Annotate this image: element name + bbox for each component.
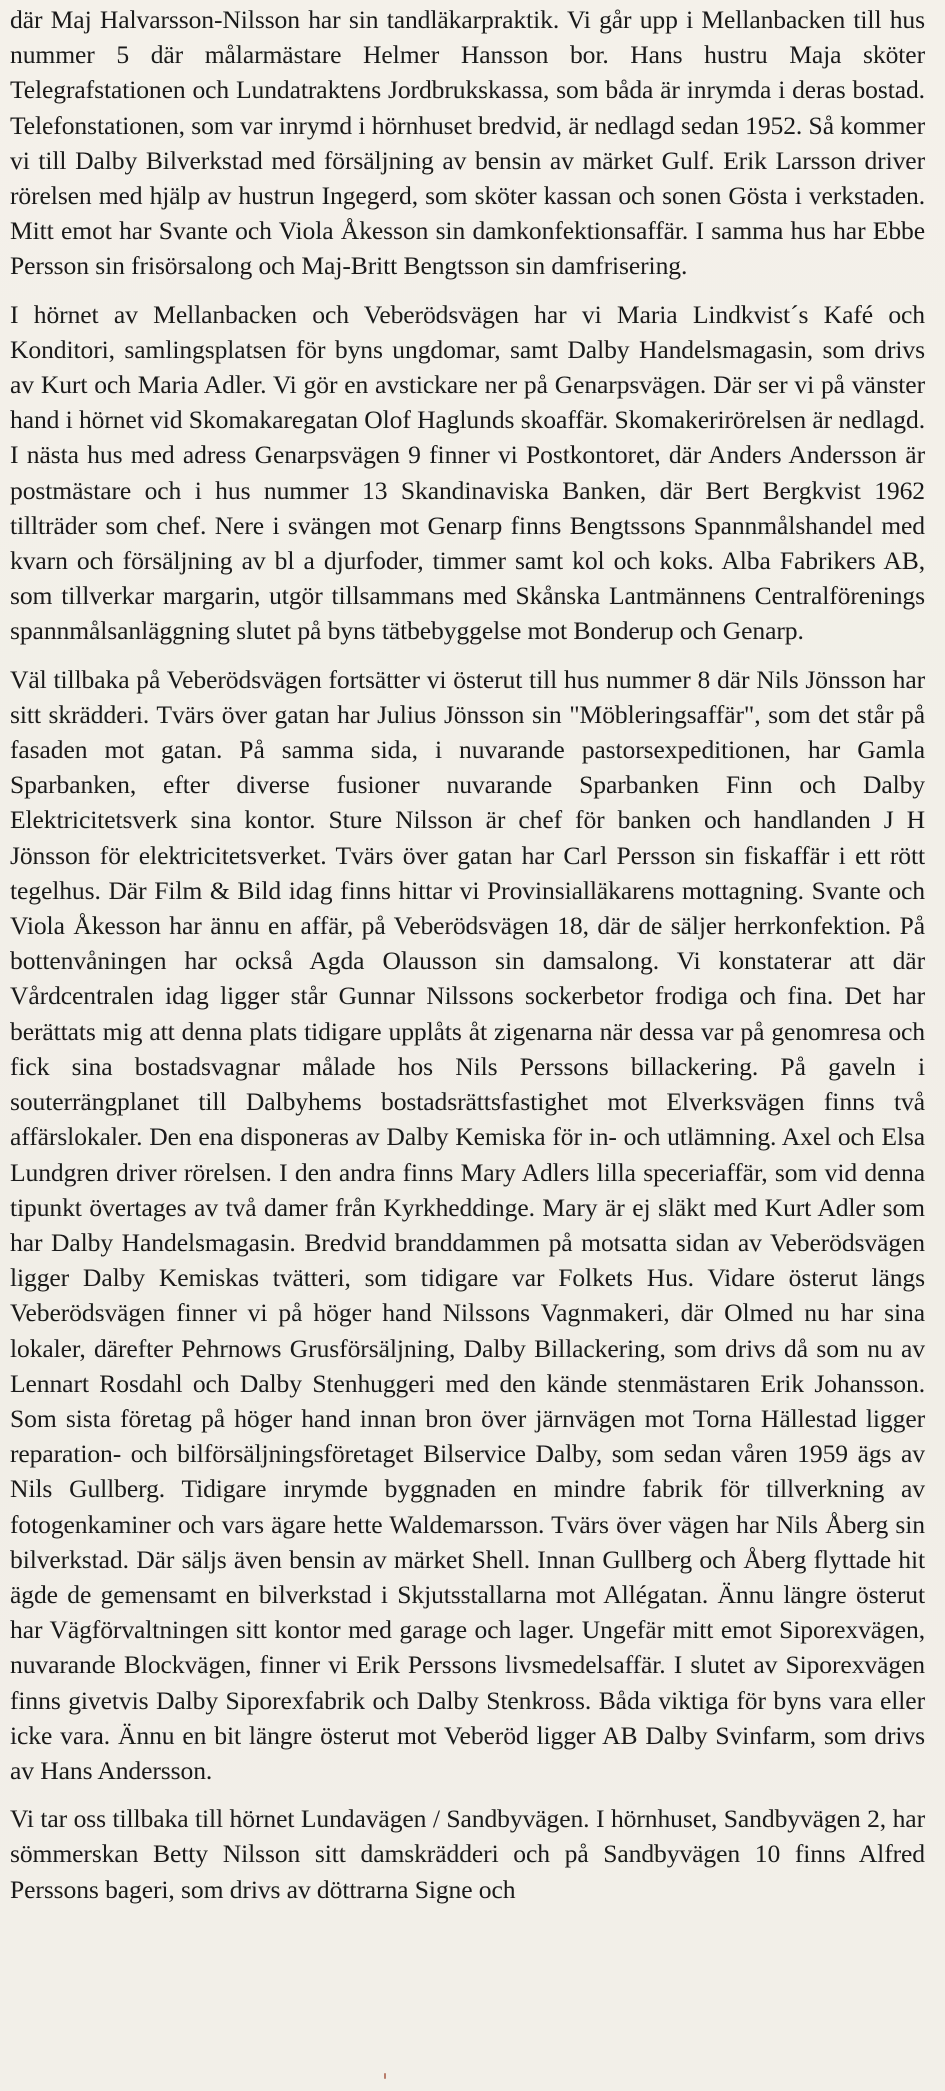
paragraph-1: där Maj Halvarsson-Nilsson har sin tandläkarpraktik. Vi går upp i Mellanbacken till hus nummer 5 där målarmästare Helmer Hansson bor. Hans hustru Maja sköter Telegrafstationen och Lundatraktens Jordbrukskassa, som båda är inrymda i deras bostad. Telefonstationen, som var inrymd i hörnhuset bredvid, är nedlagd sedan 1952. Så kommer vi till Dalby Bilverkstad med försäljning av bensin av märket Gulf. Erik Larsson driver rörelsen med hjälp av hustrun Ingegerd, som sköter kassan och sonen Gösta i verkstaden. Mitt emot har Svante och Viola Åkesson sin damkonfektionsaffär. I samma hus har Ebbe Persson sin frisörsalong och Maj-Britt Bengtsson sin damfrisering. — [10, 5, 925, 281]
print-speck — [384, 2073, 386, 2079]
paragraph-4: Vi tar oss tillbaka till hörnet Lundavägen / Sandbyvägen. I hörnhuset, Sandbyvägen 2, har sömmerskan Betty Nilsson sitt damskrädderi och på Sandbyvägen 10 finns Alfred Perssons bageri, som drivs av döttrarna Signe och — [10, 1804, 925, 1904]
paragraph-2: I hörnet av Mellanbacken och Veberödsvägen har vi Maria Lindkvist´s Kafé och Konditori, samlingsplatsen för byns ungdomar, samt Dalby Handelsmagasin, som drivs av Kurt och Maria Adler. Vi gör en avstickare ner på Genarpsvägen. Där ser vi på vänster hand i hörnet vid Skomakaregatan Olof Haglunds skoaffär. Skomakerirörelsen är nedlagd. I nästa hus med adress Genarpsvägen 9 finner vi Postkontoret, där Anders Andersson är postmästare och i hus nummer 13 Skandinaviska Banken, där Bert Bergkvist 1962 tillträder som chef. Nere i svängen mot Genarp finns Bengtssons Spannmålshandel med kvarn och försäljning av bl a djurfoder, timmer samt kol och koks. Alba Fabrikers AB, som tillverkar margarin, utgör tillsammans med Skånska Lantmännens Centralförenings spannmålsanläggning slutet på byns tätbebyggelse mot Bonderup och Genarp. — [10, 299, 925, 646]
text-column — [10, 2, 925, 1907]
paragraph-3: Väl tillbaka på Veberödsvägen fortsätter vi österut till hus nummer 8 där Nils Jönsson har sitt skrädderi. Tvärs över gatan har Julius Jönsson sin "Möbleringsaffär", som det står på fasaden mot gatan. På samma sida, i nuvarande pastorsexpeditionen, har Gamla Sparbanken, efter diverse fusioner nuvarande Sparbanken Finn och Dalby Elektricitetsverk sina kontor. Sture Nilsson är chef för banken och handlanden J H Jönsson för elektricitetsverket. Tvärs över gatan har Carl Persson sin fiskaffär i ett rött tegelhus. Där Film & Bild idag finns hittar vi Provinsialläkarens mottagning. Svante och Viola Åkesson har ännu en affär, på Veberödsvägen 18, där de säljer herrkonfektion. På bottenvåningen har också Agda Olausson sin damsalong. Vi konstaterar att där Vårdcentralen idag ligger står Gunnar Nilssons sockerbetor frodiga och fina. Det har berättats mig att denna plats tidigare upplåts åt zigenarna när dessa var på genomresa och fick sina bostadsvagnar målade hos Nils Perssons billackering. På gaveln i souterrängplanet till Dalbyhems bostadsrättsfastighet mot Elverksvägen finns två affärslokaler. Den ena disponeras av Dalby Kemiska för in- och utlämning. Axel och Elsa Lundgren driver rörelsen. I den andra finns Mary Adlers lilla speceriaffär, som vid denna tipunkt övertages av två damer från Kyrkheddinge. Mary är ej släkt med Kurt Adler som har Dalby Handelsmagasin. Bredvid branddammen på motsatta sidan av Veberödsvägen ligger Dalby Kemiskas tvätteri, som tidigare var Folkets Hus. Vidare österut längs Veberödsvägen finner vi på höger hand Nilssons Vagnmakeri, där Olmed nu har sina lokaler, därefter Pehrnows Grusförsäljning, Dalby Billackering, som drivs då som nu av Lennart Rosdahl och Dalby Stenhuggeri med den kände stenmästaren Erik Johansson. Som sista företag på höger hand innan bron över järnvägen mot Torna Hällestad ligger reparation- och bilförsäljningsföretaget Bilservice Dalby, som sedan våren 1959 ägs av Nils Gullberg. Tidigare inrymde byggnaden en mindre fabrik för tillverkning av fotogenkaminer och vars ägare hette Waldemarsson. Tvärs över vägen har Nils Åberg sin bilverkstad. Där säljs även bensin av märket Shell. Innan Gullberg och Åberg flyttade hit ägde de gemensamt en bilverkstad i Skjutsstallarna mot Allégatan. Ännu längre österut har Vägförvaltningen sitt kontor med garage och lager. Ungefär mitt emot Siporexvägen, nuvarande Blockvägen, finner vi Erik Perssons livsmedelsaffär. I slutet av Siporexvägen finns givetvis Dalby Siporexfabrik och Dalby Stenkross. Båda viktiga för byns vara eller icke vara. Ännu en bit längre österut mot Veberöd ligger AB Dalby Svinfarm, som drivs av Hans Andersson. — [10, 664, 925, 1785]
